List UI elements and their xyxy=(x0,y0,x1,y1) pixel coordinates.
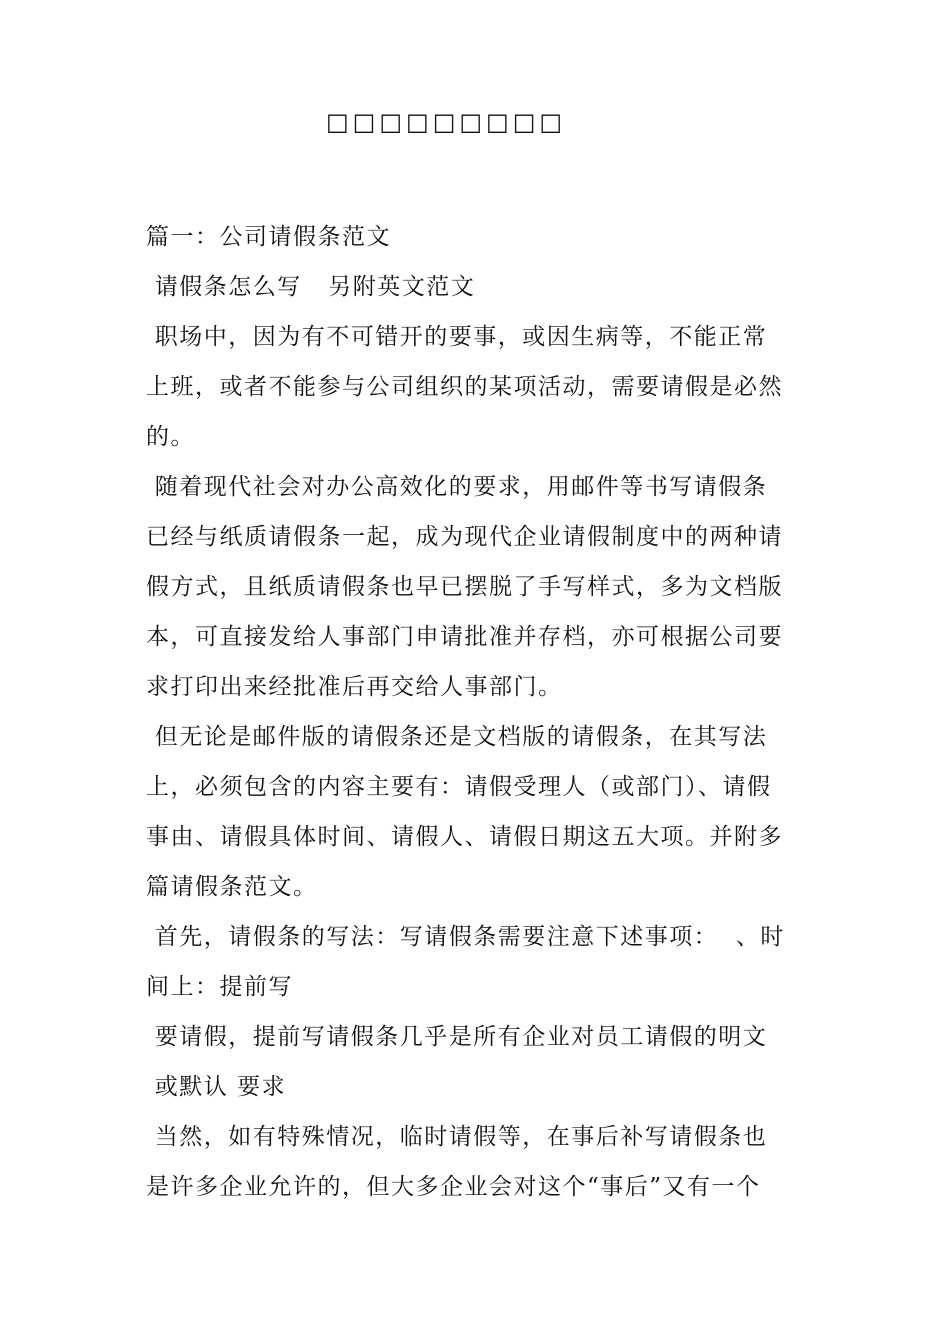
text-line: 假方式，且纸质请假条也早已摆脱了手写样式，多为文档版 xyxy=(146,574,783,600)
text-line: 求打印出来经批准后再交给人事部门。 xyxy=(146,674,563,700)
text-line: 篇请假条范文。 xyxy=(146,874,318,900)
text-line: 事由、请假具体时间、请假人、请假日期这五大项。并附多 xyxy=(146,824,783,850)
text-line: 间上：提前写 xyxy=(146,974,293,1000)
text-line: 篇一：公司请假条范文 xyxy=(146,224,391,250)
text-line: 本，可直接发给人事部门申请批准并存档，亦可根据公司要 xyxy=(146,624,783,650)
text-line: 请假条怎么写 另附英文范文 xyxy=(146,274,476,300)
text-line: 已经与纸质请假条一起，成为现代企业请假制度中的两种请 xyxy=(146,524,783,550)
text-line: 随着现代社会对办公高效化的要求，用邮件等书写请假条 xyxy=(146,474,768,500)
text-line: 要请假，提前写请假条几乎是所有企业对员工请假的明文 xyxy=(146,1024,768,1050)
text-line: 上，必须包含的内容主要有：请假受理人（或部门）、请假 xyxy=(146,774,772,800)
text-line: 但无论是邮件版的请假条还是文档版的请假条，在其写法 xyxy=(146,724,768,750)
text-line: 的。 xyxy=(146,424,195,450)
text-line: 职场中，因为有不可错开的要事，或因生病等，不能正常 xyxy=(146,324,768,350)
text-line: 或默认 要求 xyxy=(146,1074,287,1100)
document-title: □□□□□□□□□ xyxy=(326,108,567,136)
text-line: 上班，或者不能参与公司组织的某项活动，需要请假是必然 xyxy=(146,374,783,400)
text-line: 首先，请假条的写法：写请假条需要注意下述事项： 、时 xyxy=(146,924,785,950)
text-line: 是许多企业允许的，但大多企业会对这个“事后”又有一个 xyxy=(146,1174,761,1200)
text-line: 当然，如有特殊情况，临时请假等，在事后补写请假条也 xyxy=(146,1124,768,1150)
document-body xyxy=(146,212,826,1212)
